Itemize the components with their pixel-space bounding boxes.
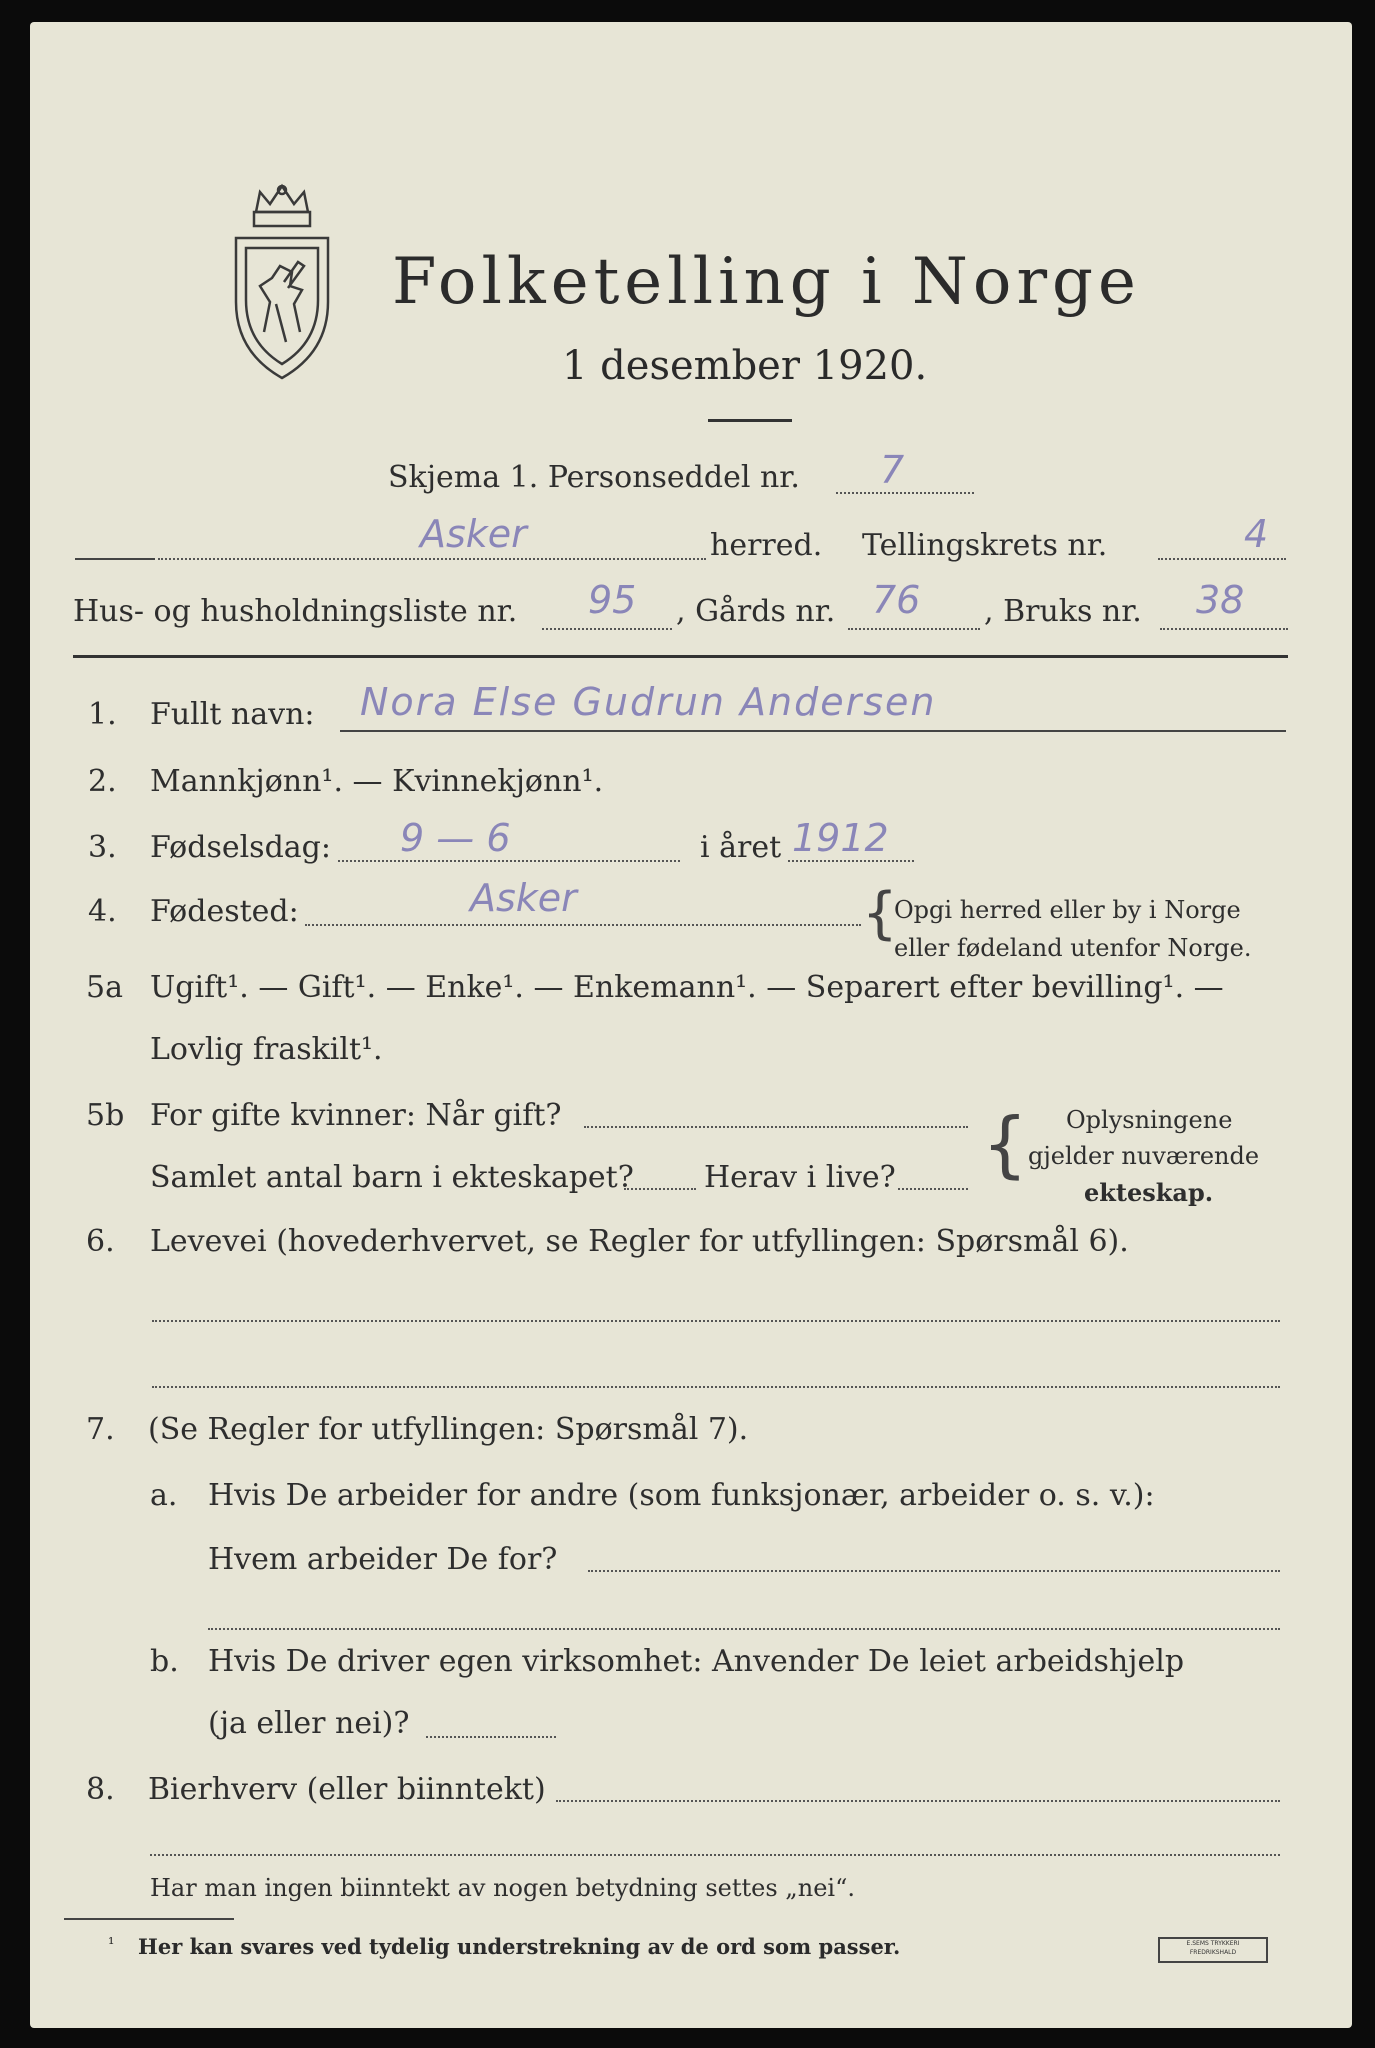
- herred-value: Asker: [420, 512, 527, 556]
- marriage-note-line2: gjelder nuværende: [1028, 1142, 1260, 1170]
- herred-field[interactable]: [158, 558, 706, 560]
- marital-status-divorced: Lovlig fraskilt¹.: [150, 1032, 383, 1067]
- birth-year-field[interactable]: [788, 860, 914, 862]
- husholdningsliste-value: 95: [588, 578, 637, 622]
- birthplace-field[interactable]: [305, 924, 861, 926]
- q3-label: Fødselsdag:: [150, 830, 331, 865]
- children-alive-label: Herav i live?: [704, 1160, 896, 1195]
- schema-label: Skjema 1. Personseddel nr.: [388, 460, 800, 495]
- when-married-label: For gifte kvinner: Når gift?: [150, 1098, 562, 1133]
- when-married-field[interactable]: [584, 1126, 968, 1128]
- q7b-question: Hvis De driver egen virksomhet: Anvender De leiet arbeidshjelp: [208, 1644, 1185, 1679]
- gards-field[interactable]: [848, 628, 980, 630]
- q5a-number: 5a: [86, 970, 123, 1005]
- bruks-value: 38: [1196, 578, 1245, 622]
- gards-label: , Gårds nr.: [676, 594, 836, 629]
- q7b-letter: b.: [150, 1644, 179, 1679]
- birthplace-note-brace: {: [862, 881, 898, 946]
- full-name-field[interactable]: [340, 730, 1286, 732]
- q2-number: 2.: [88, 764, 117, 799]
- birth-year-value: 1912: [792, 816, 889, 860]
- husholdningsliste-field[interactable]: [542, 628, 672, 630]
- herred-label: herred.: [710, 528, 823, 563]
- year-label: i året: [700, 830, 782, 865]
- q7-label: (Se Regler for utfyllingen: Spørsmål 7).: [148, 1412, 749, 1447]
- norwegian-coat-of-arms-icon: [226, 182, 338, 382]
- q6-number: 6.: [86, 1224, 115, 1259]
- birthday-field[interactable]: [338, 860, 680, 862]
- tellingskrets-value: 4: [1244, 512, 1269, 556]
- marital-status-options: Ugift¹. — Gift¹. — Enke¹. — Enkemann¹. — Separert efter bevilling¹. —: [150, 970, 1224, 1005]
- bruks-label: , Bruks nr.: [984, 594, 1142, 629]
- side-income-field[interactable]: [556, 1800, 1280, 1802]
- tellingskrets-field[interactable]: [1158, 558, 1286, 560]
- q3-number: 3.: [88, 830, 117, 865]
- q4-number: 4.: [88, 894, 117, 929]
- q1-label: Fullt navn:: [150, 697, 315, 732]
- header-separator: [73, 655, 1288, 658]
- printer-stamp-line2: FREDRIKSHALD: [1189, 1949, 1237, 1956]
- footnote-text: Her kan svares ved tydelig understrekning av de ord som passer.: [138, 1934, 901, 1959]
- tellingskrets-label: Tellingskrets nr.: [862, 528, 1108, 563]
- district-left-rule: [75, 558, 155, 560]
- marriage-note-brace: {: [982, 1102, 1028, 1186]
- birthplace-note-line2: eller fødeland utenfor Norge.: [894, 934, 1252, 962]
- q8-label: Bierhverv (eller biinntekt): [148, 1772, 546, 1807]
- birthplace-note-line1: Opgi herred eller by i Norge: [894, 896, 1241, 924]
- gards-value: 76: [872, 578, 921, 622]
- census-date: 1 desember 1920.: [562, 343, 928, 389]
- personseddel-field[interactable]: [836, 492, 974, 494]
- employer-field-line2[interactable]: [208, 1628, 1280, 1630]
- side-income-note: Har man ingen biinntekt av nogen betydning settes „nei“.: [150, 1874, 855, 1902]
- full-name-value: Nora Else Gudrun Andersen: [360, 680, 937, 724]
- hired-help-label: (ja eller nei)?: [208, 1706, 410, 1741]
- q7a-question: Hvis De arbeider for andre (som funksjonær, arbeider o. s. v.):: [208, 1478, 1155, 1513]
- marriage-note-line1: Oplysningene: [1066, 1106, 1233, 1134]
- q7a-letter: a.: [150, 1478, 178, 1513]
- birthplace-value: Asker: [470, 876, 577, 920]
- children-count-label: Samlet antal barn i ekteskapet?: [150, 1160, 634, 1195]
- q2-gender-options: Mannkjønn¹. — Kvinnekjønn¹.: [150, 764, 604, 799]
- marriage-note-line3: ekteskap.: [1084, 1178, 1214, 1207]
- personseddel-value: 7: [880, 448, 905, 492]
- footnote-rule: [64, 1918, 234, 1920]
- printer-stamp-line1: E.SEMS TRYKKERI: [1186, 1940, 1240, 1947]
- children-alive-field[interactable]: [898, 1188, 968, 1190]
- q8-number: 8.: [86, 1772, 115, 1807]
- side-income-field-line2[interactable]: [150, 1854, 1280, 1856]
- q4-label: Fødested:: [150, 894, 299, 929]
- bruks-field[interactable]: [1160, 628, 1288, 630]
- employer-label: Hvem arbeider De for?: [208, 1542, 558, 1577]
- husholdningsliste-label: Hus- og husholdningsliste nr.: [73, 594, 518, 629]
- footnote-mark: ¹: [108, 1934, 115, 1953]
- occupation-field-line1[interactable]: [152, 1320, 1280, 1322]
- q1-number: 1.: [88, 697, 117, 732]
- employer-field[interactable]: [588, 1570, 1280, 1572]
- title-divider: [708, 419, 792, 422]
- birthday-value: 9 — 6: [400, 816, 511, 860]
- printer-stamp: [1158, 1937, 1268, 1963]
- hired-help-field[interactable]: [426, 1736, 556, 1738]
- q5b-number: 5b: [86, 1098, 125, 1133]
- q7-number: 7.: [86, 1412, 115, 1447]
- form-title: Folketelling i Norge: [392, 245, 1141, 319]
- children-count-field[interactable]: [624, 1188, 696, 1190]
- occupation-field-line2[interactable]: [152, 1386, 1280, 1388]
- q6-label: Levevei (hovederhvervet, se Regler for utfyllingen: Spørsmål 6).: [150, 1224, 1129, 1259]
